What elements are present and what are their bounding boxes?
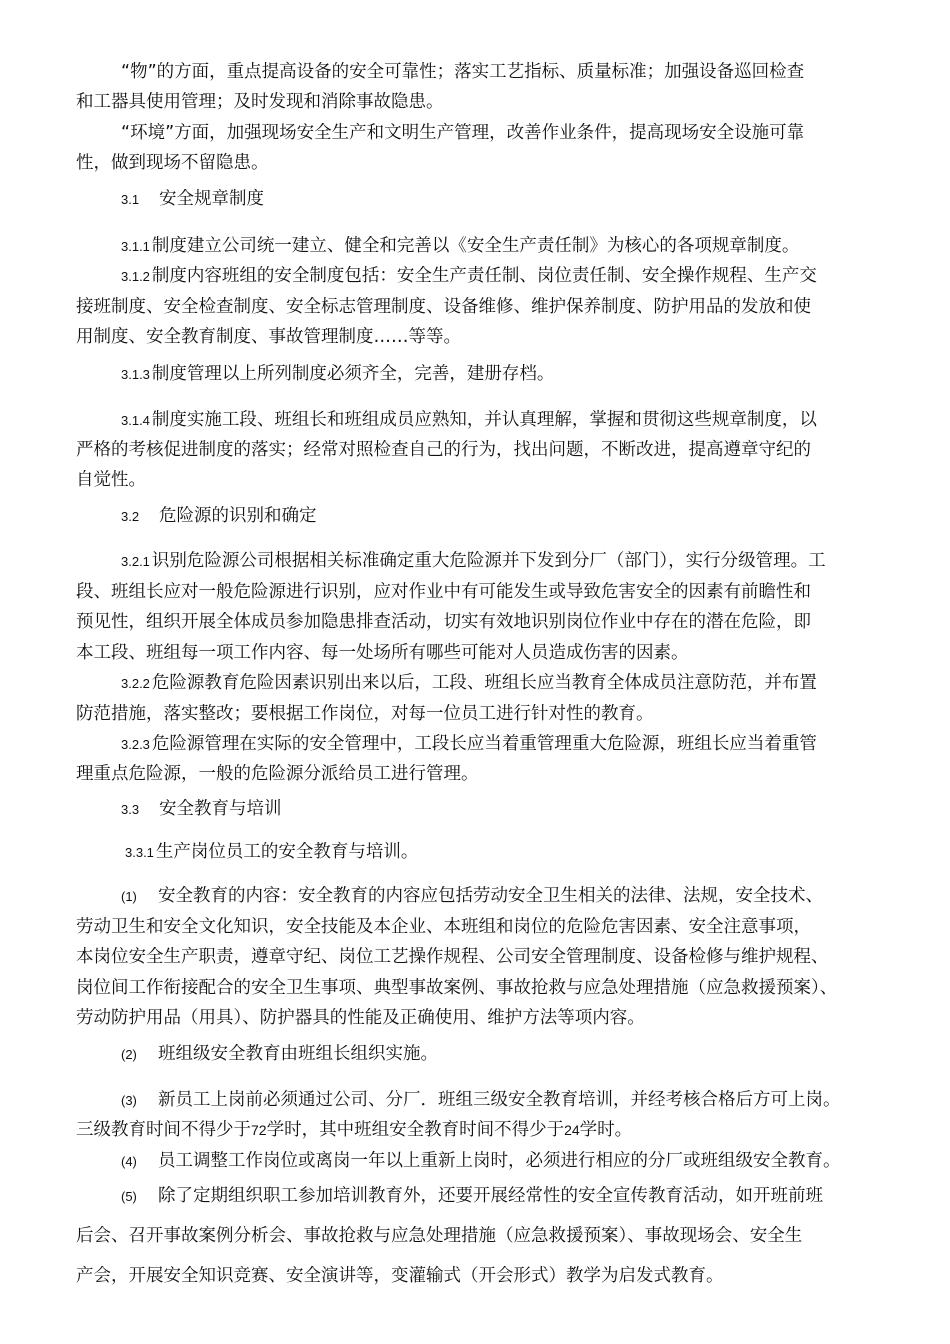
- paragraph-line: 性，做到现场不留隐患。: [76, 153, 269, 173]
- clause-text: 危险源教育危险因素识别出来以后，工段、班组长应当教育全体成员注意防范，并布置: [151, 673, 817, 693]
- hours-value: 24: [564, 1122, 580, 1138]
- paragraph-line: 本工段、班组每一项工作内容、每一处场所有哪些可能对人员造成伤害的因素。: [76, 643, 689, 663]
- clause-text: 危险源管理在实际的安全管理中，工段长应当着重管理重大危险源，班组长应当着重管: [151, 734, 817, 754]
- clause-text: 制度内容班组的安全制度包括：安全生产责任制、岗位责任制、安全操作规程、生产交: [151, 266, 817, 286]
- list-item-2: [121, 1042, 438, 1067]
- text-run: 学时。: [579, 1120, 633, 1140]
- item-number: (1): [121, 889, 137, 904]
- item-text: 新员工上岗前必须通过公司、分厂．班组三级安全教育培训，并经考核合格后方可上岗。: [158, 1090, 841, 1110]
- paragraph-line: “环境”方面，加强现场安全生产和文明生产管理，改善作业条件，提高现场安全设施可靠: [121, 123, 805, 143]
- clause-number: 3.1.1: [121, 239, 150, 254]
- paragraph-line: 理重点危险源，一般的危险源分派给员工进行管理。: [76, 764, 479, 784]
- paragraph-line: 用制度、安全教育制度、事故管理制度……等等。: [76, 327, 461, 347]
- paragraph-line: 本岗位安全生产职责，遵章守纪、岗位工艺操作规程、公司安全管理制度、设备检修与维护规程、: [76, 947, 829, 967]
- paragraph-line: 劳动防护用品（用具）、防护器具的性能及正确使用、维护方法等项内容。: [76, 1008, 645, 1028]
- text-run: 三级教育时间不得少于: [76, 1120, 251, 1140]
- clause-number: 3.2.1: [121, 554, 150, 569]
- clause-number: 3.2.3: [121, 737, 150, 752]
- section-number: 3.3: [121, 802, 140, 817]
- paragraph-line: 劳动卫生和安全文化知识，安全技能及本企业、本班组和岗位的危险危害因素、安全注意事项，: [76, 917, 811, 937]
- item-text: 安全教育的内容：安全教育的内容应包括劳动安全卫生相关的法律、法规，安全技术、: [158, 886, 823, 906]
- section-heading-3-2: [121, 504, 317, 529]
- item-text: 班组级安全教育由班组长组织实施。: [158, 1044, 438, 1064]
- clause-text: 制度建立公司统一建立、健全和完善以《安全生产责任制》为核心的各项规章制度。: [151, 236, 800, 256]
- paragraph-line: 接班制度、安全检查制度、安全标志管理制度、设备维修、维护保养制度、防护用品的发放和使: [76, 297, 811, 317]
- paragraph-line: 段、班组长应对一般危险源进行识别，应对作业中有可能发生或导致危害安全的因素有前瞻性和: [76, 582, 811, 602]
- item-text: 除了定期组织职工参加培训教育外，还要开展经常性的安全宣传教育活动，如开班前班: [158, 1186, 823, 1206]
- paragraph-line: 岗位间工作衔接配合的安全卫生事项、典型事故案例、事故抢救与应急处理措施（应急救援预案）、: [76, 978, 838, 998]
- clause-number: 3.1.2: [121, 269, 150, 284]
- clause-3-1-4: [121, 408, 817, 433]
- list-item-4: [121, 1149, 841, 1174]
- section-title: 安全规章制度: [159, 189, 264, 209]
- list-item-3: [121, 1088, 841, 1113]
- paragraph-line: 产会，开展安全知识竞赛、安全演讲等，变灌输式（开会形式）教学为启发式教育。: [76, 1266, 724, 1286]
- section-number: 3.2: [121, 509, 140, 524]
- paragraph-line: 和工器具使用管理；及时发现和消除事故隐患。: [76, 92, 444, 112]
- section-heading-3-3: [121, 797, 282, 822]
- list-item-5: [121, 1184, 823, 1209]
- clause-number: 3.3.1: [125, 845, 154, 860]
- clause-3-2-3: [121, 732, 817, 757]
- list-item-1: [121, 884, 823, 909]
- clause-3-1-1: [121, 234, 799, 259]
- clause-text: 识别危险源公司根据相关标准确定重大危险源并下发到分厂（部门），实行分级管理。工: [151, 551, 826, 571]
- paragraph-line: 自觉性。: [76, 470, 146, 490]
- paragraph-line: 后会、召开事故案例分析会、事故抢救与应急处理措施（应急救援预案）、事故现场会、安全生: [76, 1226, 803, 1246]
- paragraph-line: 防范措施，落实整改；要根据工作岗位，对每一位员工进行针对性的教育。: [76, 704, 654, 724]
- clause-3-2-1: [121, 549, 826, 574]
- paragraph-line: [76, 1118, 632, 1142]
- clause-3-3-1: [125, 840, 418, 865]
- clause-3-2-2: [121, 671, 817, 696]
- paragraph-line: “物”的方面，重点提高设备的安全可靠性；落实工艺指标、质量标准；加强设备巡回检查: [121, 62, 805, 82]
- section-number: 3.1: [121, 192, 140, 207]
- item-number: (2): [121, 1047, 137, 1062]
- clause-text: 制度实施工段、班组长和班组成员应熟知，并认真理解，掌握和贯彻这些规章制度，以: [151, 410, 817, 430]
- clause-text: 生产岗位员工的安全教育与培训。: [155, 842, 419, 862]
- paragraph-line: 严格的考核促进制度的落实；经常对照检查自己的行为，找出问题，不断改进，提高遵章守纪的: [76, 440, 811, 460]
- item-number: (5): [121, 1189, 137, 1204]
- clause-number: 3.1.3: [121, 367, 150, 382]
- clause-number: 3.1.4: [121, 413, 150, 428]
- paragraph-line: 预见性，组织开展全体成员参加隐患排查活动，切实有效地识别岗位作业中存在的潜在危险，即: [76, 612, 811, 632]
- clause-3-1-2: [121, 264, 817, 289]
- section-heading-3-1: [121, 187, 264, 212]
- hours-value: 72: [251, 1122, 267, 1138]
- text-run: 学时，其中班组安全教育时间不得少于: [266, 1120, 565, 1140]
- clause-text: 制度管理以上所列制度必须齐全，完善，建册存档。: [151, 364, 555, 384]
- item-text: 员工调整工作岗位或离岗一年以上重新上岗时，必须进行相应的分厂或班组级安全教育。: [158, 1151, 841, 1171]
- clause-3-1-3: [121, 362, 554, 387]
- section-title: 危险源的识别和确定: [159, 506, 317, 526]
- section-title: 安全教育与培训: [159, 799, 282, 819]
- item-number: (4): [121, 1154, 137, 1169]
- item-number: (3): [121, 1093, 137, 1108]
- clause-number: 3.2.2: [121, 676, 150, 691]
